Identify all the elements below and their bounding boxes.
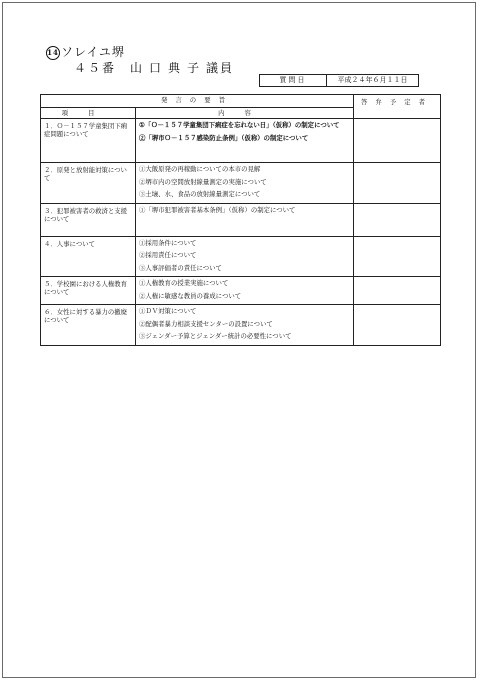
content-line: ②「堺市Ｏ－１５７感染防止条例」（仮称）の制定について [139,133,309,142]
row-content [136,203,354,236]
table-row [41,163,441,204]
content-line: ①ＤＶ対策について [139,307,197,315]
answer-cell [354,236,441,277]
question-date-value: 平成２４年６月１１日 [337,76,408,84]
group-header: 発言の要旨 [41,95,354,108]
row-item: ４．人事について [41,236,136,277]
content-line: ①人権教育の授業実施について [139,279,229,287]
answer-cell [354,277,441,305]
content-line: ①「Ｏ－１５７学童集団下痢症を忘れない日」（仮称）の制定について [139,121,340,129]
table-row [41,236,441,277]
col-item-header: 項目 [41,108,136,119]
answer-cell [354,163,441,204]
speech-summary-table [40,94,441,346]
member-title: 議員 [206,61,235,75]
row-content [136,236,354,277]
col-content-header: 内容 [136,108,354,119]
content-line: ②配偶者暴力相談支援センターの設置について [139,319,273,328]
member-name: 山口典子 [130,61,207,75]
row-content [136,119,354,163]
member-heading [74,59,234,76]
content-line: ③ジェンダー予算とジェンダー統計の必要性について [139,332,292,340]
row-item: ６．女性に対する暴力の撤廃について [41,305,136,346]
row-content [136,277,354,305]
table-row [41,203,441,236]
answer-cell [354,119,441,163]
answer-cell [354,305,441,346]
content-line: ②採用責任について [139,251,197,259]
party-number-badge: 14 [46,46,60,60]
row-item: １．Ｏ－１５７学童集団下痢症問題について [41,119,136,163]
row-item: ３．犯罪被害者の救済と支援について [41,203,136,236]
content-line: ①大飯原発の再稼動についての本市の見解 [139,165,261,173]
row-item: ５．学校園における人権教育について [41,277,136,305]
content-line: ②人権に敏感な教員の養成について [139,291,242,300]
table-row [41,277,441,305]
content-line: ③土壌、水、食品の放射線量測定について [139,190,261,198]
content-line: ③人事評価者の責任について [139,263,222,272]
question-date-label: 質問日 [260,75,327,86]
content-line: ②堺市内の空間放射線量測定の実施について [139,177,267,186]
answer-cell [354,203,441,236]
table-row [41,305,441,346]
party-heading [46,43,125,60]
member-seat: ４５番 [74,61,117,75]
table-row [41,119,441,163]
party-name: ソレイユ堺 [61,45,125,59]
question-date-box [259,74,419,87]
row-content [136,163,354,204]
answer-header: 答弁予定者 [354,95,441,119]
content-line: ①採用条件について [139,238,197,247]
content-line: ①「堺市犯罪被害者基本条例」（仮称）の制定について [139,205,296,214]
row-content [136,305,354,346]
row-item: ２．原発と放射能対策について [41,163,136,204]
